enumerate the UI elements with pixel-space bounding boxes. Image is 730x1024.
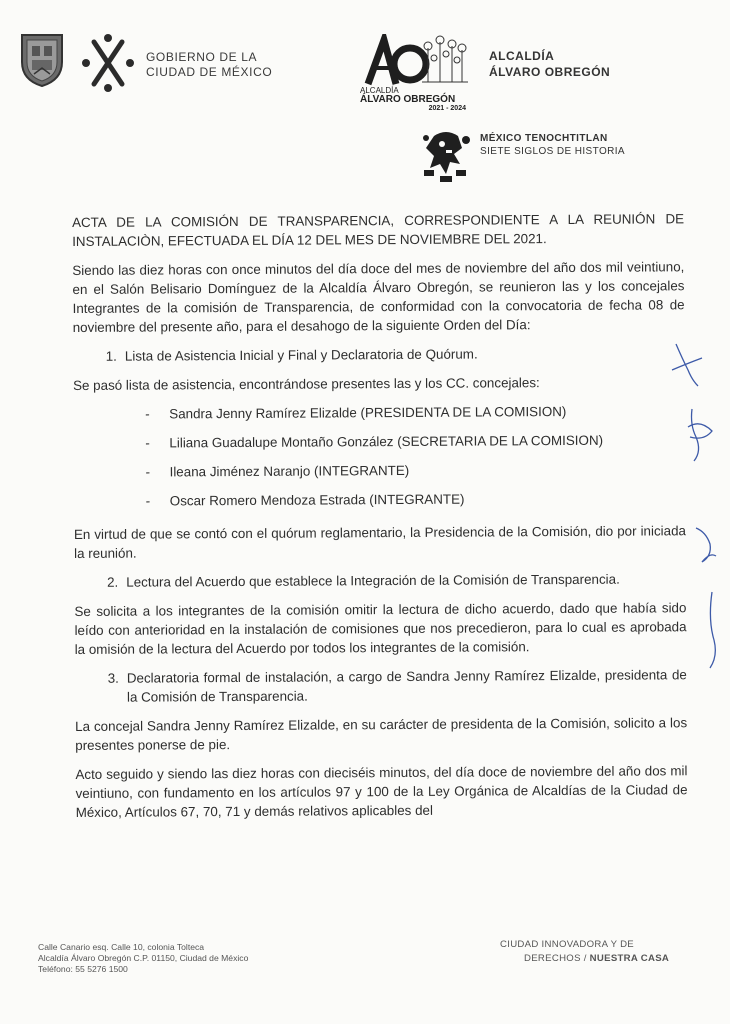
logo-line-1: ALCALDÍA: [360, 86, 399, 95]
alcaldia-line-1: ALCALDÍA: [489, 49, 555, 63]
aztec-glyph-icon: [420, 128, 472, 184]
government-name: [146, 50, 272, 80]
phone-line: Teléfono: 55 5276 1500: [38, 964, 128, 974]
cdmx-logo-icon: [80, 32, 136, 94]
address-line-2: Alcaldía Álvaro Obregón C.P. 01150, Ciudad de México: [38, 953, 249, 963]
mx-line-1: MÉXICO TENOCHTITLAN: [480, 133, 608, 144]
item2-paragraph: Se solicita a los integrantes de la comisión omitir la lectura de dicho acuerdo, dado que había sido leído con anterioridad en la instalación de comisiones que nos precedieron, para lo cual es aprobada la omisión de la lectura del Acuerdo por todos los integrantes de la comisión.: [74, 600, 687, 657]
agenda-item-1: [73, 343, 685, 366]
agenda-item-2-number: 2.: [107, 574, 119, 590]
list-dash: -: [145, 435, 150, 451]
attendee-list: [145, 401, 686, 510]
mexico-tenochtitlan-text: [480, 132, 625, 158]
agenda-item-2: [74, 569, 686, 592]
agenda-item-3-text: Declaratoria formal de instalación, a cargo de Sandra Jenny Ramírez Elizalde, presidenta de la Comisión de Transparencia.: [126, 667, 687, 705]
attendee-name: Oscar Romero Mendoza Estrada (INTEGRANTE): [169, 491, 465, 509]
margin-signature-2-icon: [682, 405, 718, 465]
margin-signature-4-icon: [700, 590, 726, 670]
alcaldia-logo-text: [360, 86, 490, 113]
logo-line-2: ÁLVARO OBREGÓN: [360, 94, 456, 105]
address-line-1: Calle Canario esq. Calle 10, colonia Tolteca: [38, 942, 205, 952]
intro-paragraph: Siendo las diez horas con once minutos del día doce del mes de noviembre del año dos mil veintiuno, en el Salón Belisario Domínguez de la Alcaldía Álvaro Obregón, se reunieron las y los concejales Integrantes de la comisión de Transparencia, de conformidad con la convocatoria de fecha 08 de noviembre del presente año, para el desahogo de la siguiente Orden del Día:: [72, 259, 685, 335]
slogan-line-1: CIUDAD INNOVADORA Y DE: [500, 939, 635, 950]
gov-line-2: CIUDAD DE MÉXICO: [146, 65, 273, 79]
item3-paragraph: La concejal Sandra Jenny Ramírez Elizalde, en su carácter de presidenta de la Comisión, solicito a los presentes ponerse de pie.: [75, 715, 688, 753]
footer-slogan: [500, 938, 669, 966]
agenda-item-3-number: 3.: [107, 670, 119, 686]
margin-signature-1-icon: [668, 340, 708, 390]
agenda-item-1-text: Lista de Asistencia Inicial y Final y Declaratoria de Quórum.: [124, 346, 478, 364]
document-title: ACTA DE LA COMISIÓN DE TRANSPARENCIA, CORRESPONDIENTE A LA REUNIÓN DE INSTALACIÒN, EFECTUADA EL DÍA 12 DEL MES DE NOVIEMBRE DEL 2021.: [72, 211, 685, 249]
list-dash: -: [145, 493, 151, 509]
final-paragraph: Acto seguido y siendo las diez horas con dieciséis minutos, del día doce de noviembre del año dos mil veintiuno, con fundamento en los artículos 97 y 100 de la Ley Orgánica de Alcaldías de la Ciudad de México, Artículos 67, 70, 71 y demás relativos aplicables del: [75, 763, 688, 820]
attendee-name: Sandra Jenny Ramírez Elizalde (PRESIDENTA DE LA COMISION): [169, 403, 567, 422]
alcaldia-line-2: ÁLVARO OBREGÓN: [489, 65, 611, 79]
list-dash: -: [145, 406, 150, 422]
list-item: [146, 459, 686, 481]
footer-address: [38, 942, 248, 975]
attendance-intro: Se pasó lista de asistencia, encontrándose presentes las y los CC. concejales:: [73, 375, 540, 393]
mx-line-2: SIETE SIGLOS DE HISTORIA: [480, 146, 626, 157]
alcaldia-200-years-logo-icon: [362, 34, 468, 88]
logo-years: 2021 - 2024: [428, 105, 466, 112]
slogan-line-2a: DERECHOS /: [524, 953, 590, 964]
attendee-name: Ileana Jiménez Naranjo (INTEGRANTE): [169, 462, 410, 480]
slogan-line-2: [500, 952, 669, 966]
gov-line-1: GOBIERNO DE LA: [146, 50, 258, 64]
cdmx-coat-of-arms-icon: [18, 32, 66, 88]
agenda-item-2-text: Lectura del Acuerdo que establece la Integración de la Comisión de Transparencia.: [126, 571, 620, 590]
agenda-item-1-number: 1.: [105, 348, 117, 364]
list-item: [145, 401, 685, 423]
document-body: [72, 209, 688, 832]
alcaldia-name: [489, 48, 610, 80]
list-item: [146, 488, 686, 510]
slogan-line-2b: NUESTRA CASA: [589, 953, 670, 964]
margin-signature-3-icon: [690, 522, 720, 570]
agenda-item-3: [75, 665, 687, 707]
attendee-name: Liliana Guadalupe Montaño González (SECRETARIA DE LA COMISION): [169, 432, 604, 451]
list-dash: -: [145, 464, 151, 480]
quorum-paragraph: En virtud de que se contó con el quórum reglamentario, la Presidencia de la Comisión, dio por iniciada la reunión.: [73, 523, 686, 561]
list-item: [145, 430, 685, 452]
